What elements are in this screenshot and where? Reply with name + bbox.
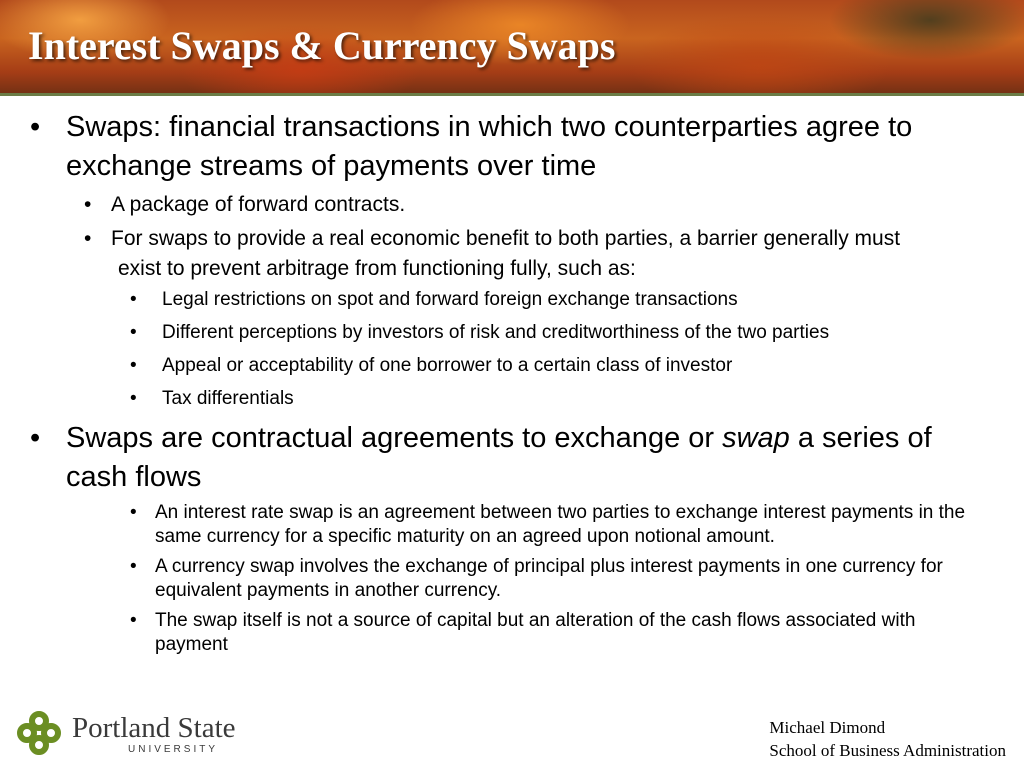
sub-bullet-not-capital [0,609,1024,657]
bullet-text: Swaps: financial transactions in which two counterparties agree to exchange streams of payments over time [66,111,913,182]
bullet-emphasis: swap [722,422,790,454]
bullet-text: Swaps are contractual agreements to exchange or [66,422,723,454]
logo-name: Portland State [72,712,236,744]
bullet-text: Appeal or acceptability of one borrower to a certain class of investor [162,355,733,376]
bullet-contractual-agreements [0,419,1024,497]
university-logo [16,708,256,758]
header-divider [0,93,1024,96]
slide-header [0,0,1024,96]
bullet-text: The swap itself is not a source of capital but an alteration of the cash flows associated with payment [155,610,916,655]
sub-bullet-interest-rate-swap [0,501,1024,549]
school-name: School of Business Administration [769,741,1006,760]
logo-subtitle: UNIVERSITY [128,744,219,755]
footer-credit [769,716,1006,762]
psu-leaf-icon [16,710,62,756]
bullet-dot: • [130,355,137,376]
bullet-dot: • [130,556,137,577]
sub-bullet-currency-swap [0,555,1024,603]
bullet-text: Tax differentials [162,388,294,409]
sub-sub-bullet-perceptions [0,321,1024,345]
sub-sub-bullet-appeal [0,354,1024,378]
bullet-dot: • [84,193,92,216]
sub-sub-bullet-legal [0,288,1024,312]
bullet-dot: • [30,111,41,143]
bullet-text: a series of cash flows [66,422,932,493]
bullet-dot: • [30,422,41,454]
bullet-dot: • [84,227,92,250]
bullet-dot: • [130,610,137,631]
bullet-text: A package of forward contracts. [111,193,406,216]
bullet-swaps-definition [0,108,1024,186]
bullet-text: An interest rate swap is an agreement between two parties to exchange interest payments in the same currency for a specific maturity on an agreed upon notional amount. [155,502,966,547]
bullet-dot: • [130,322,137,343]
bullet-dot: • [130,388,137,409]
slide-title: Interest Swaps & Currency Swaps [28,23,616,68]
bullet-text: Different perceptions by investors of risk and creditworthiness of the two parties [162,322,830,343]
bullet-text: Legal restrictions on spot and forward foreign exchange transactions [162,289,738,310]
sub-bullet-barrier [0,224,1024,284]
bullet-text: A currency swap involves the exchange of principal plus interest payments in one currency for equivalent payments in another currency. [155,556,943,601]
sub-sub-bullet-tax [0,387,1024,411]
bullet-dot: • [130,289,137,310]
sub-bullet-forward-contracts [0,190,1024,220]
slide-body [0,108,1024,657]
bullet-dot: • [130,502,137,523]
author-name: Michael Dimond [769,718,886,737]
bullet-text: For swaps to provide a real economic benefit to both parties, a barrier generally must exist to prevent arbitrage from functioning fully, such as: [111,227,901,280]
